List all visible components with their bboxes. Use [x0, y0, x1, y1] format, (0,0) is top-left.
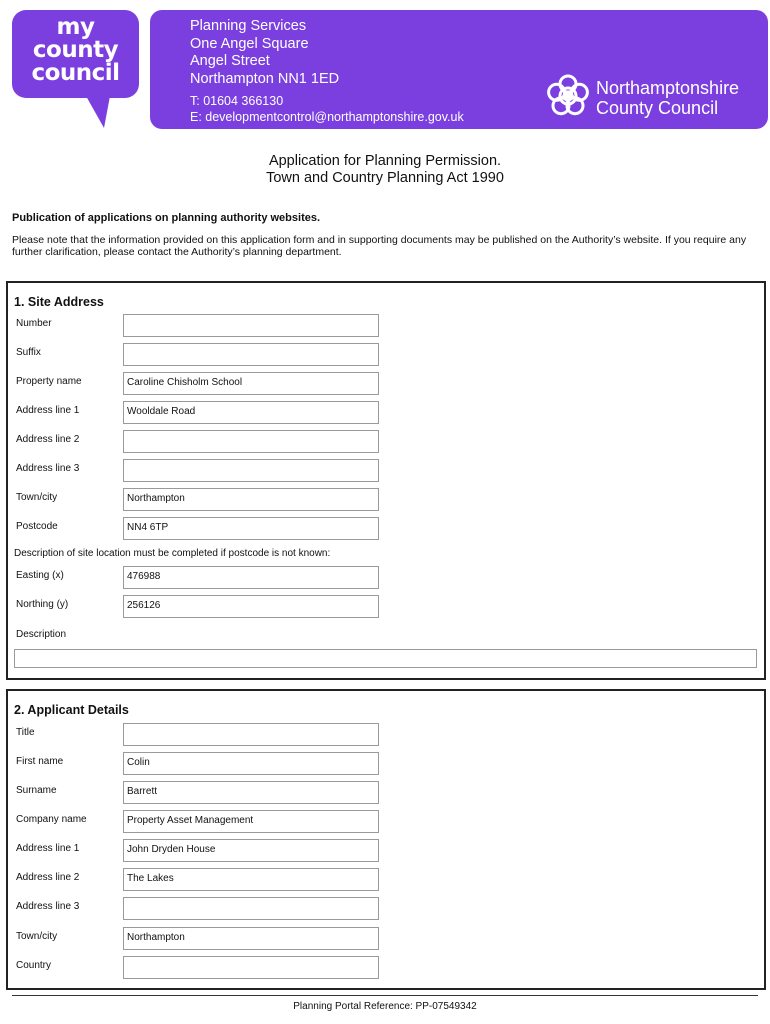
- northing-label: Northing (y): [16, 599, 69, 610]
- applicant-address-line-3-field[interactable]: [123, 897, 379, 920]
- easting-field[interactable]: 476988: [123, 566, 379, 589]
- property-name-label: Property name: [16, 376, 82, 387]
- first-name-label: First name: [16, 756, 64, 767]
- site-address-section: [6, 281, 766, 680]
- logo-line-3: council: [31, 60, 120, 86]
- applicant-address-line-2-label: Address line 2: [16, 872, 80, 883]
- email-address: E: developmentcontrol@northamptonshire.gov.uk: [190, 109, 464, 124]
- logo-line-1: my: [56, 14, 95, 40]
- description-label: Description: [16, 629, 67, 640]
- header-banner: [150, 10, 768, 129]
- surname-label: Surname: [16, 785, 57, 796]
- postcode-label: Postcode: [16, 521, 58, 532]
- easting-label: Easting (x): [16, 570, 64, 581]
- site-address-line-1-field[interactable]: Wooldale Road: [123, 401, 379, 424]
- address-line: Angel Street: [190, 53, 270, 69]
- site-address-line-2-label: Address line 2: [16, 434, 80, 445]
- address-line: Planning Services: [190, 18, 307, 34]
- footer-divider: [12, 995, 758, 996]
- page-title: [0, 153, 770, 186]
- suffix-field[interactable]: [123, 343, 379, 366]
- applicant-town-label: Town/city: [16, 931, 58, 942]
- applicant-details-section: [6, 689, 766, 990]
- description-field[interactable]: [14, 649, 757, 668]
- property-name-field[interactable]: Caroline Chisholm School: [123, 372, 379, 395]
- title-line-1: Application for Planning Permission.: [268, 153, 502, 169]
- surname-field[interactable]: Barrett: [123, 781, 379, 804]
- publication-note: Please note that the information provided on this application form and in supporting documents may be published on the Authority’s website. If you require any further clarification, please contact the Authority’s planning department.: [12, 234, 747, 258]
- suffix-label: Suffix: [16, 347, 41, 358]
- section-title: 1. Site Address: [14, 295, 104, 309]
- phone-number: T: 01604 366130: [190, 94, 284, 108]
- northamptonshire-logo: [546, 72, 756, 122]
- applicant-address-line-2-field[interactable]: The Lakes: [123, 868, 379, 891]
- postcode-field[interactable]: NN4 6TP: [123, 517, 379, 540]
- authority-address: [190, 18, 339, 88]
- title-field[interactable]: [123, 723, 379, 746]
- location-note: Description of site location must be completed if postcode is not known:: [14, 548, 331, 559]
- publication-heading: Publication of applications on planning authority websites.: [12, 212, 321, 224]
- contact-details: [190, 94, 464, 125]
- rose-emblem-icon: [546, 74, 590, 118]
- org-name-line-1: Northamptonshire: [596, 78, 740, 98]
- title-label: Title: [16, 727, 35, 738]
- number-field[interactable]: [123, 314, 379, 337]
- company-name-field[interactable]: Property Asset Management: [123, 810, 379, 833]
- address-line: One Angel Square: [190, 35, 309, 52]
- my-county-council-logo: [12, 10, 139, 98]
- org-name-line-2: County Council: [596, 98, 719, 118]
- portal-reference: Planning Portal Reference: PP-07549342: [293, 1001, 477, 1012]
- section-title: 2. Applicant Details: [14, 703, 129, 717]
- applicant-address-line-1-label: Address line 1: [16, 843, 80, 854]
- site-address-line-3-field[interactable]: [123, 459, 379, 482]
- site-address-line-3-label: Address line 3: [16, 463, 80, 474]
- site-address-line-1-label: Address line 1: [16, 405, 80, 416]
- site-town-field[interactable]: Northampton: [123, 488, 379, 511]
- address-line: Northampton NN1 1ED: [190, 70, 340, 87]
- site-town-label: Town/city: [16, 492, 58, 503]
- northing-field[interactable]: 256126: [123, 595, 379, 618]
- applicant-town-field[interactable]: Northampton: [123, 927, 379, 950]
- number-label: Number: [16, 318, 52, 329]
- country-label: Country: [16, 960, 52, 971]
- site-address-line-2-field[interactable]: [123, 430, 379, 453]
- applicant-address-line-3-label: Address line 3: [16, 901, 80, 912]
- logo-speech-tail: [86, 96, 110, 128]
- country-field[interactable]: [123, 956, 379, 979]
- logo-line-2: county: [32, 37, 119, 63]
- first-name-field[interactable]: Colin: [123, 752, 379, 775]
- title-line-2: Town and Country Planning Act 1990: [266, 169, 504, 186]
- applicant-address-line-1-field[interactable]: John Dryden House: [123, 839, 379, 862]
- company-name-label: Company name: [16, 814, 87, 825]
